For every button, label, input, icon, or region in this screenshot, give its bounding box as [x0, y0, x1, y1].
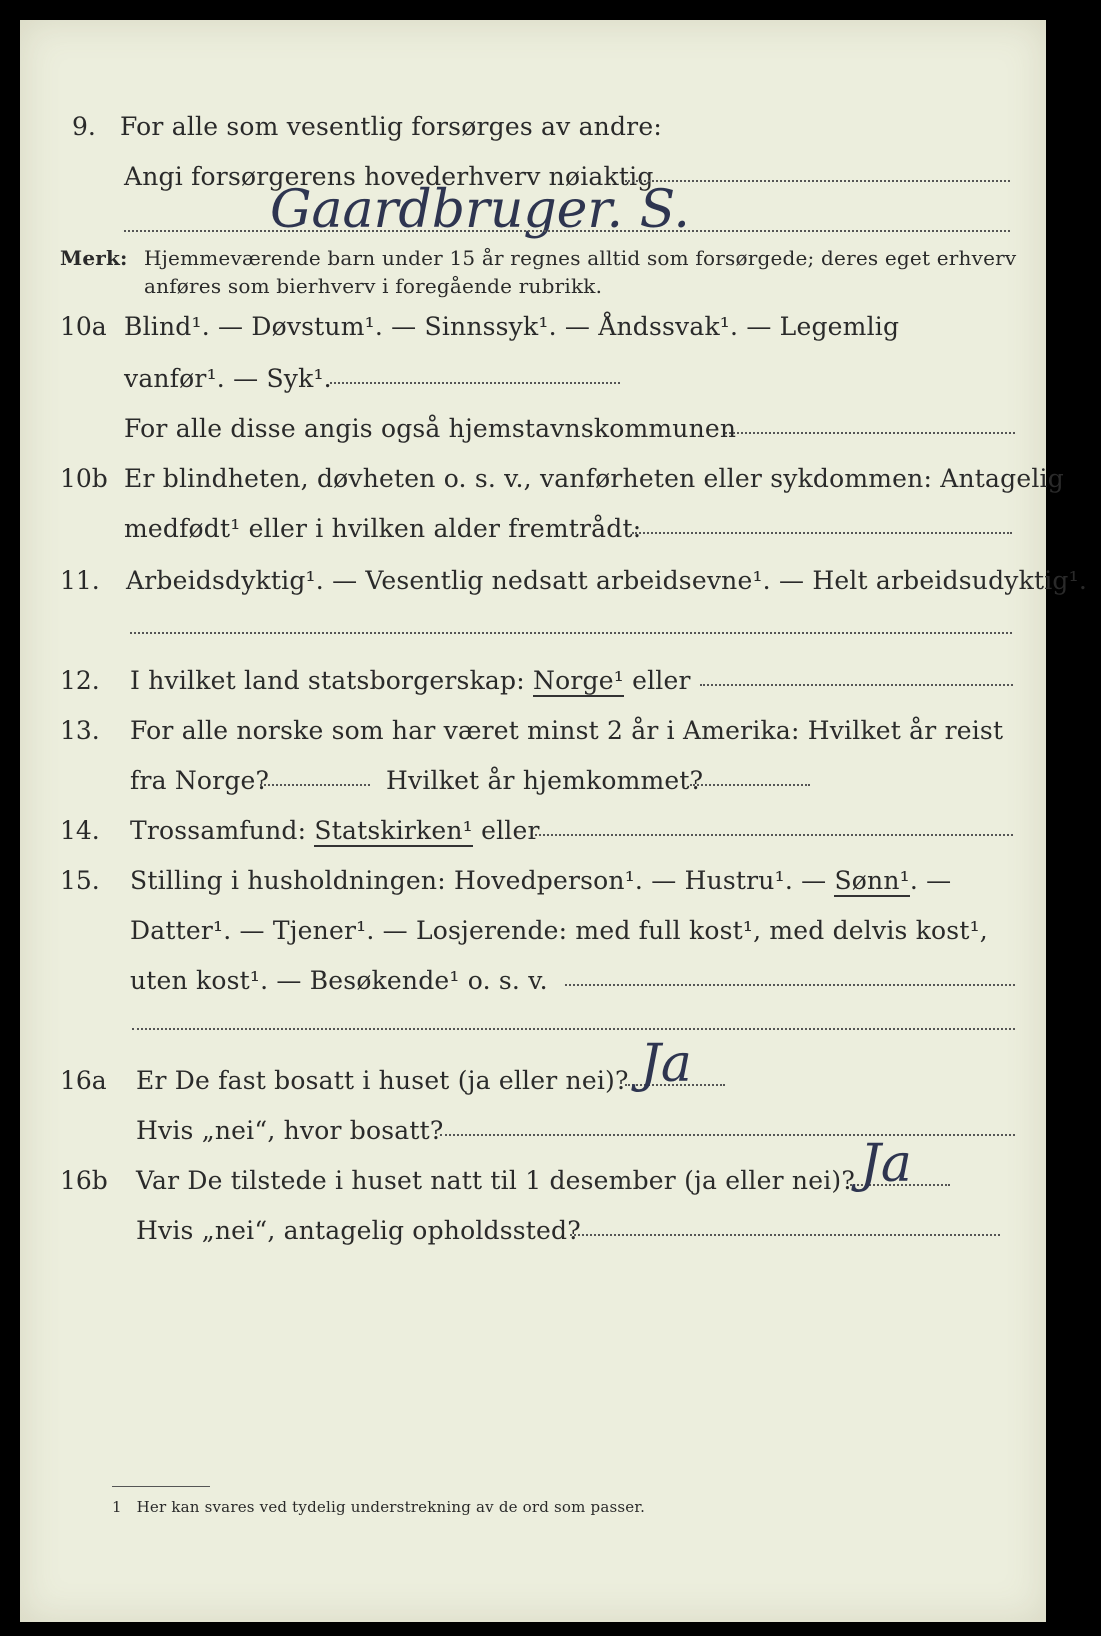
q12-line: I hvilket land statsborgerskap: Norge¹ eller	[130, 666, 691, 695]
q12-underlined-norge: Norge¹	[533, 666, 624, 695]
q15-underlined-sonn: Sønn¹	[834, 866, 910, 895]
merk-label: Merk:	[60, 246, 128, 270]
merk-line1: Hjemmeværende barn under 15 år regnes alltid som forsørgede; deres eget erhverv	[144, 246, 1017, 270]
q13-line1: For alle norske som har været minst 2 år i Amerika: Hvilket år reist	[130, 716, 1004, 745]
q10a-line1: Blind¹. — Døvstum¹. — Sinnssyk¹. — Åndssvak¹. — Legemlig	[124, 312, 900, 341]
q11-number: 11.	[60, 566, 100, 595]
q13-reist-line	[260, 784, 370, 786]
q15-line2: Datter¹. — Tjener¹. — Losjerende: med full kost¹, med delvis kost¹,	[130, 916, 988, 945]
q9-line1: For alle som vesentlig forsørges av andre:	[120, 112, 662, 141]
q13-number: 13.	[60, 716, 100, 745]
q13-line2b: Hvilket år hjemkommet?	[386, 766, 704, 795]
q10a-line3: For alle disse angis også hjemstavnskommunen	[124, 414, 737, 443]
q15-answer-line-2	[132, 1028, 1015, 1030]
q13-hjemkommet-line	[690, 784, 810, 786]
q11-line1: Arbeidsdyktig¹. — Vesentlig nedsatt arbeidsevne¹. — Helt arbeidsudyktig¹.	[126, 566, 1087, 595]
q14-answer-line	[535, 834, 1013, 836]
q9-answer-line-2	[124, 230, 1010, 232]
q15-line3: uten kost¹. — Besøkende¹ o. s. v.	[130, 966, 548, 995]
footnote-rule	[112, 1486, 210, 1487]
q10a-number: 10a	[60, 312, 107, 341]
q16b-number: 16b	[60, 1166, 108, 1195]
q16b-line1: Var De tilstede i huset natt til 1 desember (ja eller nei)?	[136, 1166, 855, 1195]
q16b-opholdssted-line	[570, 1234, 1000, 1236]
q16a-bosatt-line	[440, 1134, 1015, 1136]
footnote: 1 Her kan svares ved tydelig understrekning av de ord som passer.	[112, 1498, 646, 1516]
q14-line: Trossamfund: Statskirken¹ eller	[130, 816, 540, 845]
q16b-handwritten-answer: Ja	[860, 1134, 912, 1194]
q10b-answer-line	[632, 532, 1012, 534]
q12-number: 12.	[60, 666, 100, 695]
q10b-line2: medfødt¹ eller i hvilken alder fremtrådt:	[124, 514, 642, 543]
q9-handwritten-answer: Gaardbruger. S.	[270, 180, 690, 240]
q11-answer-line	[130, 632, 1012, 634]
q16a-line2: Hvis „nei“, hvor bosatt?	[136, 1116, 444, 1145]
q10a-line2: vanfør¹. — Syk¹.	[124, 364, 332, 393]
q10a-syk-line	[330, 382, 620, 384]
q14-number: 14.	[60, 816, 100, 845]
q16a-line1: Er De fast bosatt i huset (ja eller nei)?	[136, 1066, 629, 1095]
q16a-number: 16a	[60, 1066, 107, 1095]
q14-underlined-statskirken: Statskirken¹	[314, 816, 473, 845]
q15-line1: Stilling i husholdningen: Hovedperson¹. — Hustru¹. — Sønn¹. —	[130, 866, 952, 895]
q16b-line2: Hvis „nei“, antagelig opholdssted?	[136, 1216, 581, 1245]
q9-number: 9.	[72, 112, 96, 141]
q10b-line1: Er blindheten, døvheten o. s. v., vanførheten eller sykdommen: Antagelig	[124, 464, 1064, 493]
q15-number: 15.	[60, 866, 100, 895]
census-form-page	[20, 20, 1087, 1622]
q16a-handwritten-answer: Ja	[640, 1034, 692, 1094]
q12-answer-line	[700, 684, 1013, 686]
q15-answer-line	[565, 984, 1015, 986]
q10a-hjemstavn-line	[725, 432, 1015, 434]
q9-line2: Angi forsørgerens hovederhverv nøiaktig	[124, 162, 654, 191]
q10b-number: 10b	[60, 464, 108, 493]
merk-line2: anføres som bierhverv i foregående rubrikk.	[144, 274, 603, 298]
q13-line2a: fra Norge?	[130, 766, 270, 795]
